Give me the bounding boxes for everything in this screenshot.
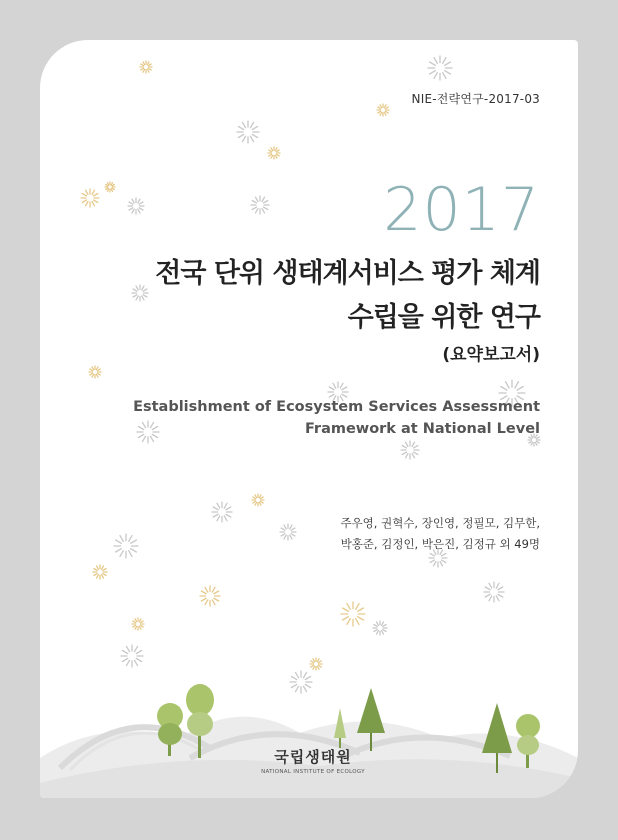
sparkle-icon xyxy=(484,582,504,602)
sparkle-icon xyxy=(89,366,101,378)
sparkle-icon xyxy=(105,182,115,192)
sparkle-icon xyxy=(200,586,220,606)
authors-line-2: 박홍준, 김정인, 박은진, 김정규 외 49명 xyxy=(340,537,540,551)
title-line-1: 전국 단위 생태계서비스 평가 체계 xyxy=(155,258,540,289)
report-title xyxy=(70,252,540,340)
report-year: 2017 xyxy=(383,175,540,245)
sparkle-icon xyxy=(140,61,152,73)
sparkle-icon xyxy=(128,198,144,214)
sparkle-icon xyxy=(251,196,269,214)
authors xyxy=(240,513,540,555)
english-title-line-1: Establishment of Ecosystem Services Assessment xyxy=(133,399,540,415)
sparkle-icon xyxy=(132,618,144,630)
sparkle-icon xyxy=(428,56,452,80)
publisher-name: 국립생태원 xyxy=(274,748,352,766)
sparkle-icon xyxy=(341,602,365,626)
report-code: NIE-전략연구-2017-03 xyxy=(411,92,540,106)
sparkle-icon xyxy=(401,441,419,459)
sparkle-icon xyxy=(212,502,232,522)
authors-line-1: 주우영, 권혁수, 장인영, 정필모, 김무한, xyxy=(340,516,540,530)
report-cover xyxy=(40,40,578,798)
sparkle-icon xyxy=(237,121,259,143)
sparkle-icon xyxy=(114,534,138,558)
english-title xyxy=(100,396,540,440)
sparkle-icon xyxy=(373,621,387,635)
sparkle-icon xyxy=(93,565,107,579)
publisher-logo xyxy=(248,746,378,775)
sparkle-icon xyxy=(268,147,280,159)
sparkle-icon xyxy=(377,104,389,116)
title-line-2: 수립을 위한 연구 xyxy=(347,302,540,333)
report-subtitle: (요약보고서) xyxy=(442,345,540,365)
sparkle-icon xyxy=(81,189,99,207)
publisher-name-english: NATIONAL INSTITUTE OF ECOLOGY xyxy=(261,769,365,775)
sparkle-icon xyxy=(252,494,264,506)
english-title-line-2: Framework at National Level xyxy=(304,421,540,437)
